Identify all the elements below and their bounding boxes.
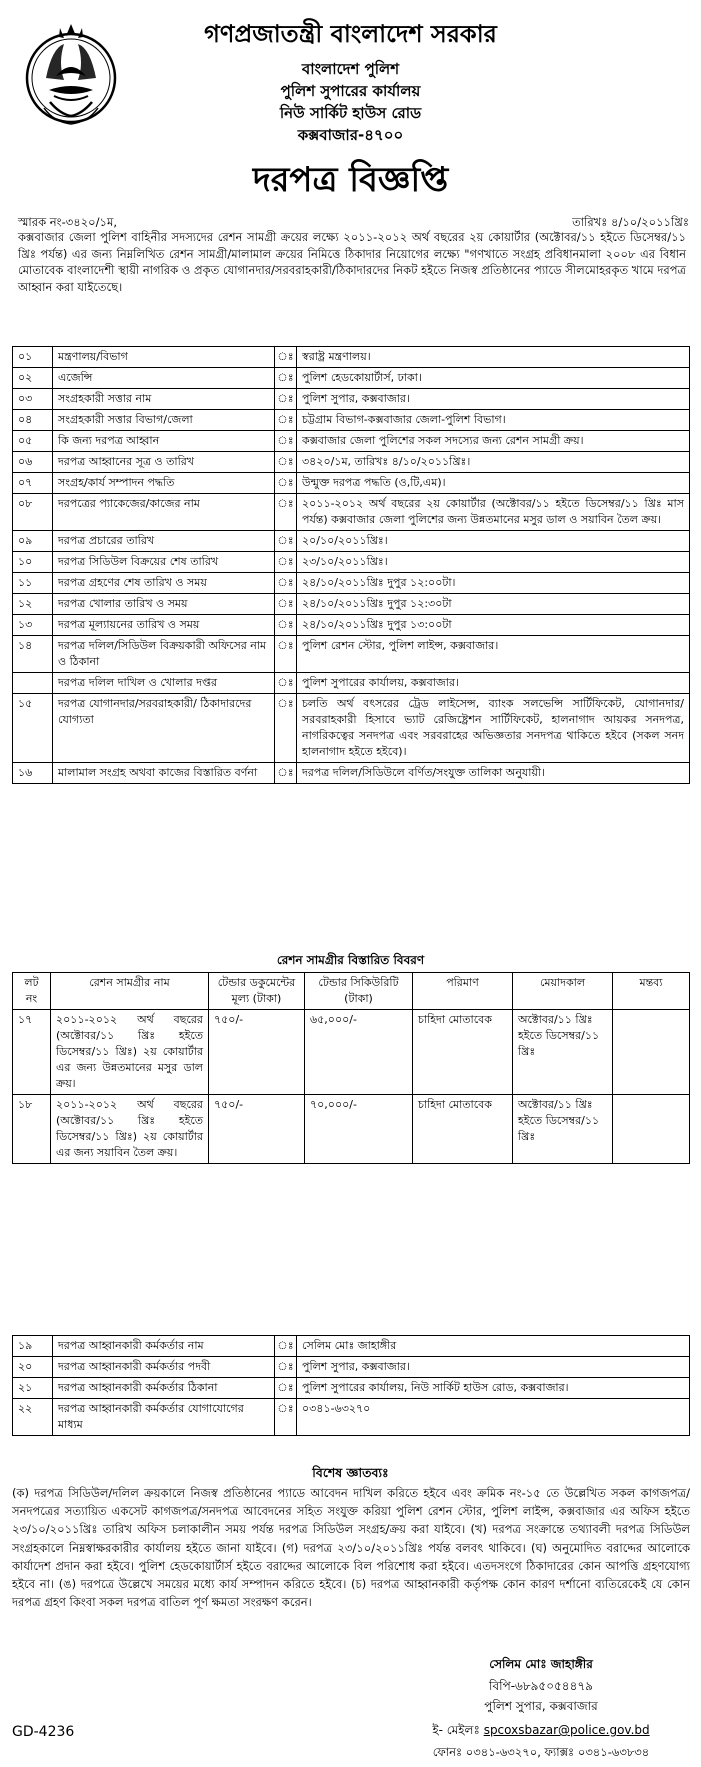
column-header: রেশন সামগ্রীর নাম: [51, 973, 209, 1010]
row-number: ০২: [13, 368, 53, 389]
row-label: সংগ্রহকারী সত্তার বিভাগ/জেলা: [53, 410, 275, 431]
table-row: [13, 1378, 690, 1399]
signatory-name: সেলিম মোঃ জাহাঙ্গীর: [489, 1657, 593, 1671]
row-label: দরপত্র খোলার তারিখ ও সময়: [53, 594, 275, 615]
table-row: [13, 1095, 690, 1164]
column-header: টেন্ডার ডকুমেন্টের মূল্য (টাকা): [209, 973, 305, 1010]
column-header: টেন্ডার সিকিউরিটি (টাকা): [305, 973, 413, 1010]
row-number: [13, 673, 53, 694]
table-row: [13, 452, 690, 473]
memo-number: স্মারক নং-৩৪২০/১ম,: [18, 215, 118, 229]
row-number: ০৫: [13, 431, 53, 452]
table-row: [13, 531, 690, 552]
signatory-phone: ফোনঃ ০৩৪১-৬৩২৭০, ফ্যাক্সঃ ০৩৪১-৬৩৮৩৪: [432, 1745, 650, 1759]
special-notes-text: (ক) দরপত্র সিডিউল/দলিল ক্রয়কালে নিজস্ব প্রতিষ্ঠানের প্যাডে আবেদন দাখিল করিতে হইবে এবং ক্রমিক নং-১৫ তে উল্লেখিত সকল কাগজপত্র/সনদপত্রের সত্যায়িত একসেট কাগজপত্র/সনদপত্র আবেদনের সহিত সংযুক্ত করিয়া পুলিশ রেশন স্টোর, পুলিশ লাইন্স, কক্সবাজার এর অফিস হইতে ২৩/১০/২০১১খ্রিঃ তারিখ অফিস চলাকালীন সময় পর্যন্ত দরপত্র সিডিউল সংগ্রহ/ক্রয় করা যাইবে। (খ) দরপত্র সংক্রান্তে তথ্যাবলী দরপত্র সিডিউল সংগ্রহকালে নিম্নস্বাক্ষরকারীর কার্যালয় হইতে জানা যাইবে। (গ) দরপত্র ২৩/১০/২০১১খ্রিঃ পর্যন্ত বলবৎ থাকিবে। (ঘ) অনুমোদিত বরাদ্দের আলোকে কার্যাদেশ প্রদান করা হইবে। পুলিশ হেডকোয়ার্টার্স হইতে বরাদ্দের আলোকে বিল পরিশোধ করা হইবে। এতদসংগে ঠিকাদারের কোন আপত্তি গ্রহণযোগ্য হইবে না। (ঙ) দরপত্রে উল্লেখে সময়ের মধ্যে কার্য সম্পাদন করিতে হইবে। (চ) দরপত্র আহ্বানকারী কর্তৃপক্ষ কোন কারণ দর্শানো ব্যতিরেকেই যে কোন দরপত্র গ্রহণ কিংবা সকল দরপত্র বাতিল পূর্ণ ক্ষমতা সংরক্ষণ করেন।: [12, 1486, 690, 1610]
row-label: সংগ্রহ/কার্য সম্পাদন পদ্ধতি: [53, 473, 275, 494]
row-separator: ঃ: [275, 694, 297, 763]
quantity: চাহিদা মোতাবেক: [413, 1095, 513, 1164]
table-row: [13, 1399, 690, 1436]
row-value: পুলিশ সুপারের কার্যালয়, কক্সবাজার।: [297, 673, 690, 694]
table-row: [13, 494, 690, 531]
gd-number: GD-4236: [12, 1724, 75, 1740]
row-number: ১৬: [13, 763, 53, 784]
table-row: [13, 594, 690, 615]
row-value: পুলিশ সুপার, কক্সবাজার।: [297, 389, 690, 410]
row-value: ২৩/১০/২০১১খ্রিঃ।: [297, 552, 690, 573]
government-title: গণপ্রজাতন্ত্রী বাংলাদেশ সরকার: [204, 20, 497, 48]
row-separator: ঃ: [275, 594, 297, 615]
doc-price: ৭৫০/-: [209, 1095, 305, 1164]
row-value: ২৪/১০/২০১১খ্রিঃ দুপুর ১২:০০টা।: [297, 573, 690, 594]
doc-price: ৭৫০/-: [209, 1010, 305, 1095]
column-header: পরিমাণ: [413, 973, 513, 1010]
row-separator: ঃ: [275, 431, 297, 452]
row-number: ০৭: [13, 473, 53, 494]
row-separator: ঃ: [275, 763, 297, 784]
tender-info-table: [12, 346, 690, 784]
row-value: উন্মুক্ত দরপত্র পদ্ধতি (ও,টি,এম)।: [297, 473, 690, 494]
table-row: [13, 615, 690, 636]
row-value: চট্টগ্রাম বিভাগ-কক্সবাজার জেলা-পুলিশ বিভাগ।: [297, 410, 690, 431]
table-row: [13, 763, 690, 784]
table-row: [13, 636, 690, 673]
row-separator: ঃ: [275, 410, 297, 431]
column-header: লট নং: [13, 973, 51, 1010]
table-row: [13, 410, 690, 431]
row-separator: ঃ: [275, 673, 297, 694]
period: অক্টোবর/১১ খ্রিঃ হইতে ডিসেম্বর/১১ খ্রিঃ: [513, 1095, 613, 1164]
column-header: মন্তব্য: [613, 973, 690, 1010]
row-separator: ঃ: [275, 531, 297, 552]
row-label: কি জন্য দরপত্র আহ্বান: [53, 431, 275, 452]
row-value: ২০/১০/২০১১খ্রিঃ।: [297, 531, 690, 552]
notice-title: দরপত্র বিজ্ঞপ্তি: [252, 160, 449, 200]
ration-section-title: রেশন সামগ্রীর বিস্তারিত বিবরণ: [276, 953, 425, 967]
row-value: পুলিশ সুপার, কক্সবাজার।: [297, 1357, 690, 1378]
row-number: ১২: [13, 594, 53, 615]
table-row: [13, 673, 690, 694]
row-value: ২৪/১০/২০১১খ্রিঃ দুপুর ১২:৩০টা: [297, 594, 690, 615]
row-label: দরপত্রের প্যাকেজের/কাজের নাম: [53, 494, 275, 531]
row-separator: ঃ: [275, 573, 297, 594]
lot-number: ১৮: [13, 1095, 51, 1164]
row-label: দরপত্র প্রচারের তারিখ: [53, 531, 275, 552]
period: অক্টোবর/১১ খ্রিঃ হইতে ডিসেম্বর/১১ খ্রিঃ: [513, 1010, 613, 1095]
row-label: মালামাল সংগ্রহ অথবা কাজের বিস্তারিত বর্ণনা: [53, 763, 275, 784]
row-value: ৩৪২০/১ম, তারিখঃ ৪/১০/২০১১খ্রিঃ।: [297, 452, 690, 473]
row-label: দরপত্র দলিল দাখিল ও খোলার দপ্তর: [53, 673, 275, 694]
table-row: [13, 552, 690, 573]
row-label: সংগ্রহকারী সত্তার নাম: [53, 389, 275, 410]
row-number: ০৯: [13, 531, 53, 552]
row-label: দরপত্র মূল্যায়নের তারিখ ও সময়: [53, 615, 275, 636]
email-link[interactable]: spcoxsbazar@police.gov.bd: [483, 1723, 650, 1737]
office-road: নিউ সার্কিট হাউস রোড: [279, 104, 422, 122]
row-value: চলতি অর্থ বৎসরের ট্রেড লাইসেন্স, ব্যাংক সলভেন্সি সার্টিফিকেট, যোগানদার/সরবরাহকারী হিসাবে ভ্যাট রেজিষ্ট্রেশন সার্টিফিকেট, হালনাগাদ আয়কর সনদপত্র, নাগরিকত্বের সনদপত্র এবং সরবরাহের অভিজ্ঞতার সনদপত্র থাকিতে হইবে (সকল সনদ হালনাগাদ হইতে হইবে)।: [297, 694, 690, 763]
row-value: পুলিশ সুপারের কার্যালয়, নিউ সার্কিট হাউস রোড, কক্সবাজার।: [297, 1378, 690, 1399]
row-label: দরপত্র গ্রহণের শেষ তারিখ ও সময়: [53, 573, 275, 594]
security-amount: ৬৫,০০০/-: [305, 1010, 413, 1095]
row-label: এজেন্সি: [53, 368, 275, 389]
row-label: দরপত্র আহ্বানের সূত্র ও তারিখ: [53, 452, 275, 473]
row-separator: ঃ: [275, 636, 297, 673]
row-value: ০৩৪১-৬৩২৭০: [297, 1399, 690, 1436]
row-number: ১৩: [13, 615, 53, 636]
row-number: ২১: [13, 1378, 53, 1399]
row-separator: ঃ: [275, 615, 297, 636]
department-name: বাংলাদেশ পুলিশ: [301, 60, 400, 78]
ration-items-table: [12, 972, 690, 1164]
row-number: ২০: [13, 1357, 53, 1378]
table-row: [13, 389, 690, 410]
row-label: দরপত্র যোগানদার/সরবরাহকারী/ ঠিকাদারদের যোগ্যতা: [53, 694, 275, 763]
quantity: চাহিদা মোতাবেক: [413, 1010, 513, 1095]
signatory-designation: পুলিশ সুপার, কক্সবাজার: [484, 1699, 598, 1713]
table-header-row: [13, 973, 690, 1010]
signatory-bp: বিপি-৬৮৯৫০৫৪৪৭৯: [489, 1679, 593, 1693]
row-label: দরপত্র দলিল/সিডিউল বিক্রয়কারী অফিসের নাম ও ঠিকানা: [53, 636, 275, 673]
row-value: কক্সবাজার জেলা পুলিশের সকল সদস্যের জন্য রেশন সামগ্রী ক্রয়।: [297, 431, 690, 452]
row-label: দরপত্র আহ্বানকারী কর্মকর্তার নাম: [53, 1336, 275, 1357]
row-separator: ঃ: [275, 452, 297, 473]
row-label: দরপত্র সিডিউল বিক্রয়ের শেষ তারিখ: [53, 552, 275, 573]
row-separator: ঃ: [275, 1357, 297, 1378]
remarks: [613, 1010, 690, 1095]
row-number: ১১: [13, 573, 53, 594]
table-row: [13, 431, 690, 452]
row-value: পুলিশ রেশন স্টোর, পুলিশ লাইন্স, কক্সবাজার।: [297, 636, 690, 673]
row-separator: ঃ: [275, 473, 297, 494]
email-label: ই- মেইলঃ: [432, 1723, 480, 1737]
row-label: দরপত্র আহ্বানকারী কর্মকর্তার ঠিকানা: [53, 1378, 275, 1399]
item-name: ২০১১-২০১২ অর্থ বছরের (অক্টোবর/১১ খ্রিঃ হইতে ডিসেম্বর/১১ খ্রিঃ) ২য় কোয়ার্টার এর জন্য উন্নতমানের মসুর ডাল ক্রয়।: [51, 1010, 209, 1095]
row-number: ০৩: [13, 389, 53, 410]
lot-number: ১৭: [13, 1010, 51, 1095]
office-city: কক্সবাজার-৪৭০০: [297, 126, 404, 144]
row-value: ২৪/১০/২০১১খ্রিঃ দুপুর ১৩:০০টা: [297, 615, 690, 636]
signatory-email-line: [396, 1722, 686, 1742]
table-row: [13, 473, 690, 494]
table-row: [13, 1010, 690, 1095]
row-separator: ঃ: [275, 347, 297, 368]
row-number: ১৪: [13, 636, 53, 673]
row-value: দরপত্র দলিল/সিডিউলে বর্ণিত/সংযুক্ত তালিকা অনুযায়ী।: [297, 763, 690, 784]
table-row: [13, 694, 690, 763]
row-separator: ঃ: [275, 1399, 297, 1436]
row-value: সেলিম মোঃ জাহাঙ্গীর: [297, 1336, 690, 1357]
table-row: [13, 368, 690, 389]
row-number: ০৬: [13, 452, 53, 473]
row-number: ১০: [13, 552, 53, 573]
row-label: দরপত্র আহ্বানকারী কর্মকর্তার পদবী: [53, 1357, 275, 1378]
notice-date: তারিখঃ ৪/১০/২০১১খ্রিঃ: [572, 215, 689, 229]
item-name: ২০১১-২০১২ অর্থ বছরের (অক্টোবর/১১ খ্রিঃ হইতে ডিসেম্বর/১১ খ্রিঃ) ২য় কোয়ার্টার এর জন্য সয়াবিন তৈল ক্রয়।: [51, 1095, 209, 1164]
intro-paragraph: কক্সবাজার জেলা পুলিশ বাহিনীর সদস্যদের রেশন সামগ্রী ক্রয়ের লক্ষ্যে ২০১১-২০১২ অর্থ বছরের ২য় কোয়ার্টার (অক্টোবর/১১ হইতে ডিসেম্বর/১১ খ্রিঃ পর্যন্ত) এর জন্য নিম্নলিখিত রেশন সামগ্রী/মালামাল ক্রয়ের নিমিত্তে ঠিকাদার নিয়োগের লক্ষ্যে "গণখাতে সংগ্রহ প্রবিধানমালা ২০০৮ এর বিধান মোতাবেক বাংলাদেশী স্থায়ী নাগরিক ও প্রকৃত যোগানদার/সরবরাহকারী/ঠিকাদারদের নিকট হইতে নিজস্ব প্রতিষ্ঠানের প্যাডে সীলমোহরকৃত খামে দরপত্র আহ্বান করা যাইতেছে।: [18, 230, 686, 295]
office-name: পুলিশ সুপারের কার্যালয়: [280, 82, 421, 100]
row-separator: ঃ: [275, 1336, 297, 1357]
table-row: [13, 1336, 690, 1357]
officer-info-table: [12, 1335, 690, 1436]
special-notes-title: বিশেষ জ্ঞাতব্যঃ: [312, 1465, 389, 1480]
table-row: [13, 1357, 690, 1378]
row-value: স্বরাষ্ট্র মন্ত্রণালয়।: [297, 347, 690, 368]
row-separator: ঃ: [275, 389, 297, 410]
row-separator: ঃ: [275, 494, 297, 531]
row-label: দরপত্র আহ্বানকারী কর্মকর্তার যোগাযোগের মাধ্যম: [53, 1399, 275, 1436]
row-number: ০৮: [13, 494, 53, 531]
row-separator: ঃ: [275, 552, 297, 573]
security-amount: ৭০,০০০/-: [305, 1095, 413, 1164]
row-number: ০১: [13, 347, 53, 368]
row-label: মন্ত্রণালয়/বিভাগ: [53, 347, 275, 368]
row-number: ২২: [13, 1399, 53, 1436]
row-value: ২০১১-২০১২ অর্থ বছরের ২য় কোয়ার্টার (অক্টোবর/১১ হইতে ডিসেম্বর/১১ খ্রিঃ মাস পর্যন্ত) কক্সবাজার জেলা পুলিশের জন্য উন্নতমানের মসুর ডাল ও সয়াবিন তৈল ক্রয়।: [297, 494, 690, 531]
remarks: [613, 1095, 690, 1164]
table-row: [13, 347, 690, 368]
row-separator: ঃ: [275, 1378, 297, 1399]
row-value: পুলিশ হেডকোয়ার্টার্স, ঢাকা।: [297, 368, 690, 389]
row-number: ১৫: [13, 694, 53, 763]
row-number: ০৪: [13, 410, 53, 431]
table-row: [13, 573, 690, 594]
row-number: ১৯: [13, 1336, 53, 1357]
column-header: মেয়াদকাল: [513, 973, 613, 1010]
row-separator: ঃ: [275, 368, 297, 389]
